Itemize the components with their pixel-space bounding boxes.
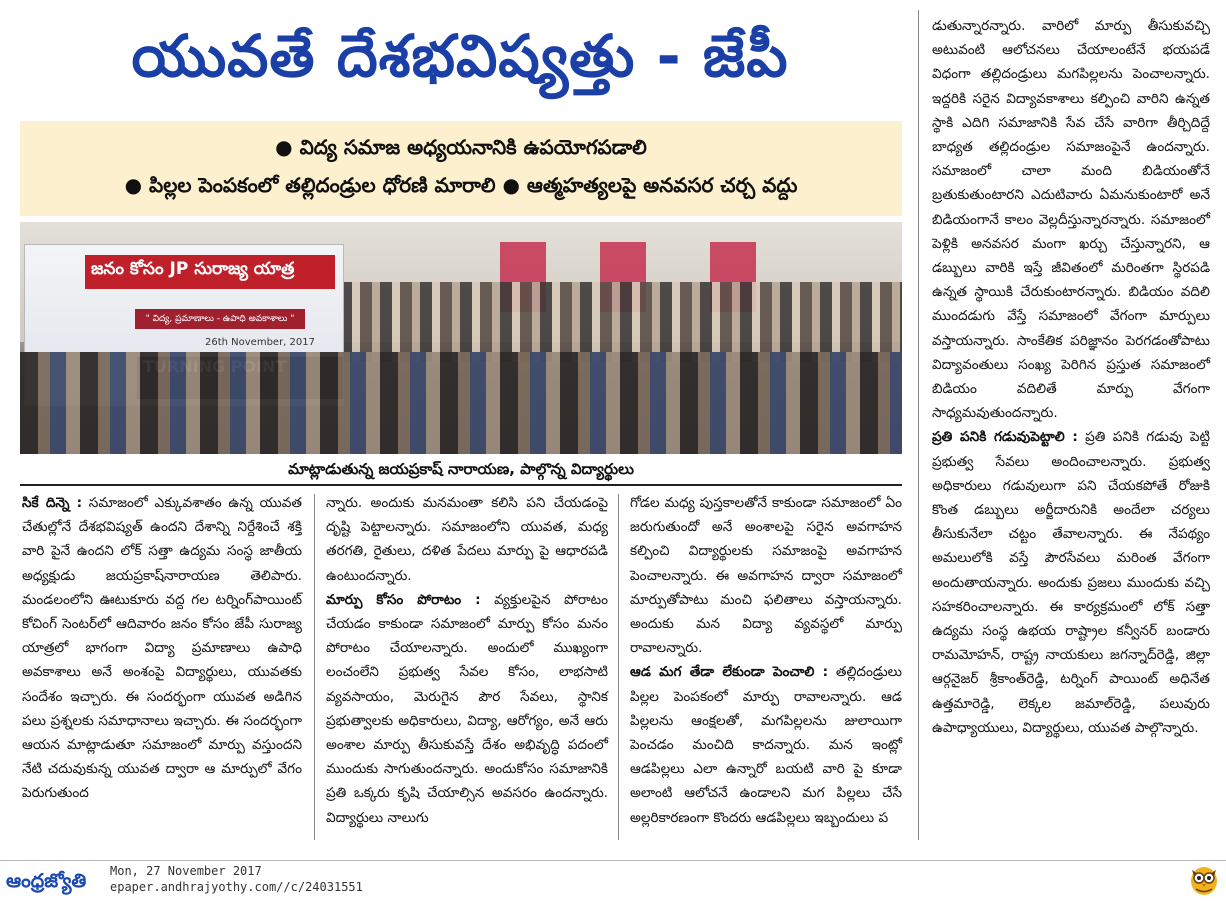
subheadline-box (20, 121, 902, 216)
subheading-ada-maga-teda: ఆడ మగ తేడా లేకుండా పెంచాలి : (630, 664, 829, 681)
caption-divider (20, 484, 902, 486)
subheading-prati-paniki-gaduvu: ప్రతి పనికి గడువుపెట్టాలి : (932, 429, 1078, 446)
column-3-text-a: గోడల మధ్య పుస్తకాలతోనే కాకుండా సమాజంలో ఏం జరుగుతుందో అనే అంశాలపై సరైన అవగాహన కల్పించి విద్యార్థులకు సమాజంపై అవగాహన పెంచాలన్నారు. ఈ అవగాహన ద్వారా సమాజంలో మార్పుతోపాటు మంచి ఫలితాలు వస్తాయన్నారు. అందుకు మన విద్యా వ్యవస్థలో మార్పు రావాలన్నారు. (630, 495, 902, 657)
headline: యువతే దేశభవిష్యత్తు - జేపీ (131, 21, 789, 90)
banner-subtitle: " విద్య, ప్రమాణాలు - ఉపాధి అవకాశాలు " (135, 309, 305, 329)
column-4 (932, 14, 1210, 740)
owl-icon (1188, 862, 1220, 896)
column-3-text-b: తల్లిదండ్రులు పిల్లల పెంపకంలో మార్పు రావాలన్నారు. ఆడ పిల్లలను ఆంక్షలతో, మగపిల్లలను జులాయిగా పెంచడం మంచిది కాదన్నారు. మన ఇంట్లో ఆడపిల్లలు ఎలా ఉన్నారో బయటి వారి పై కూడా అలాంటి ఆలోచనే ఉండాలని మగ పిల్లలు చేసే అల్లరికారణంగా కొందరు ఆడపిల్లలు ఇబ్బందులు ప (630, 664, 902, 826)
photo-caption: మాట్లాడుతున్న జయప్రకాష్ నారాయణ, పాల్గొన్న విద్యార్థులు (288, 460, 634, 478)
column-4-text-a: డుతున్నారన్నారు. వారిలో మార్పు తీసుకువచ్చి అటువంటి ఆలోచనలు చేయాలంటేనే భయపడే విధంగా తల్లిదండ్రులు మగపిల్లలను పెంచాలన్నారు. ఇద్దరికి సరైన విద్యావకాశాలు కల్పించి వారిని ఉన్నత స్థాకి ఎదిగి సమాజానికి సేవ చేసే వారిగా తీర్చిదిద్దే బాధ్యత తల్లిదండ్రుల సమాజంపైనే ఉందన్నారు. సమాజంలో చాలా మంది బిడియంతోనే బ్రతుకుతుంటారని ఎదుటివారు ఏమనుకుంటారో అనే బిడియంగానే కాలం వెల్లదీస్తున్నారన్నారు. సమాజంలో పెళ్లికి అనవసర మంగా ఖర్చు చేస్తున్నారని, ఆ డబ్బులు వారికి ఇస్తే జీవితంలో మరింతగా స్థిరపడి ఉన్నత స్థాయికి చేరుకుంటారన్నారు. బిడియం వదిలి ముందడుగు వేస్తే సమాజంలో వేగంగా మార్పులు వస్తాయన్నారు. సాంకేతిక పరిజ్ఞానం పెరగడంతోపాటు విద్యావంతులు సంఖ్య పెరిగిన ప్రస్తుత సమాజంలో బిడియం వదిలితే మార్పు వేగంగా సాధ్యమవుతుందన్నారు. (932, 18, 1210, 422)
column-divider (618, 494, 619, 840)
column-divider (918, 10, 919, 840)
subheadline-1: ● విద్య సమాజ అధ్యయనానికి ఉపయోగపడాలి (275, 135, 647, 159)
column-4-text-b: ప్రతి పనికి గడువు పెట్టి ప్రభుత్వ సేవలు అందించాలన్నారు. ప్రభుత్వ అధికారులు గడువులుగా పని చేయకపోతే రోజుకి కొంత డబ్బులు అర్జీదారునికి అందేలా చర్యలు తీసుకునేలా చట్టం తేవాలన్నారు. ఈ నేపథ్యం అమలులోకి వస్తే పౌరసేవలు మరింత వేగంగా అందుతాయన్నారు. అందుకు ప్రజలు ముందుకు వచ్చి సహకరించాలన్నారు. ఈ కార్యక్రమంలో లోక్ సత్తా ఉద్యమ సంస్థ ఉభయ రాష్ట్రాల కన్వీనర్ బండారు రామమోహన్, రాష్ట్ర నాయకులు జగన్నాద్‌రెడ్డి, జిల్లా ఆర్గనైజర్ శ్రీకాంత్‌రెడ్డి, టర్నింగ్ పాయింట్ అధినేత ఉత్తమారెడ్డి, లెక్కల జమాల్‌రెడ్డి, పలువురు ఉపాధ్యాయులు, విద్యార్థులు, యువత పాల్గొన్నారు. (932, 429, 1210, 736)
column-2-text-b: వ్యక్తులపైన పోరాటం చేయడం కాకుండా సమాజంలో మార్పు కోసం మనం పోరాటం చేయాలన్నారు. అందులో ముఖ్యంగా లంచంలేని ప్రభుత్వ సేవల కోసం, లాభసాటి వ్యవసాయం, మెరుగైన పౌర సేవలు, స్థానిక ప్రభుత్వాలకు అధికారులు, విద్యా, ఆరోగ్యం, అనే ఆరు అంశాల మార్పు తీసుకువస్తే దేశం అభివృద్ధి పదంలో ముందుకు సాగుతుందన్నారు. అందుకోసం సమాజానికి ప్రతి ఒక్కరు కృషి చేయాల్సిన అవసరం ఉందన్నారు. విద్యార్థులు నాలుగు (326, 591, 608, 826)
column-2 (326, 491, 608, 830)
footer-divider (0, 860, 1226, 861)
column-3 (630, 491, 902, 830)
event-photo (20, 222, 902, 454)
footer-url[interactable]: epaper.andhrajyothy.com//c/24031551 (110, 880, 363, 894)
footer-date: Mon, 27 November 2017 (110, 864, 262, 878)
andhrajyothy-logo: ఆంధ్రజ్యోతి (6, 870, 87, 892)
column-1 (22, 491, 302, 806)
photo-audience-front (20, 352, 902, 454)
banner-title: జనం కోసం JP సురాజ్య యాత్ర (91, 259, 295, 279)
column-1-text: సమాజంలో ఎక్కువశాతం ఉన్న యువత చేతుల్లోనే దేశభవిష్యత్ ఉందని దేశాన్ని నిర్దేశించే శక్తి వారి పైనే ఉందని లోక్ సత్తా ఉద్యమ సంస్థ జాతీయ అధ్యక్షుడు జయప్రకాష్‌నారాయణ తెలిపారు. మండలంలోని ఊటుకూరు వద్ద గల టర్నింగ్‌పాయింట్ కోచింగ్ సెంటర్‌లో ఆదివారం జనం కోసం జేపీ సురాజ్య యాత్రలో భాగంగా విద్యా ప్రమాణాలు ఉపాధి అవకాశాలు అనే అంశంపై విద్యార్థులు, యువతకు సందేశం ఇచ్చారు. ఈ సందర్భంగా యువత అడిగిన పలు ప్రశ్నలకు సమాధానాలు ఇచ్చారు. ఈ సందర్భంగా ఆయన మాట్లాడుతూ సమాజంలో మార్పు వస్తుందని నేటి చదువుకున్న యువత ద్వారా ఆ మార్పులో వేగం పెరుగుతుంద (22, 495, 302, 802)
photo-audience-back (320, 282, 902, 362)
column-2-text-a: న్నారు. అందుకు మనమంతా కలిసి పని చేయడంపై దృష్టి పెట్టాలన్నారు. సమాజంలోని యువత, మధ్య తరగతి, రైతులు, దళిత పేదలు మార్పు పై ఆధారపడి ఉంటుందన్నారు. (326, 495, 608, 584)
subheading-marpu-kosam-poratam: మార్పు కోసం పోరాటం : (326, 591, 481, 608)
dateline: సికే దిన్నె : (22, 495, 83, 511)
banner-date: 26th November, 2017 (205, 337, 315, 348)
subheadline-2: ● పిల్లల పెంపకంలో తల్లిదండ్రుల ధోరణి మారాలి ● ఆత్మహత్యలపై అనవసర చర్చ వద్దు (124, 173, 798, 197)
column-divider (314, 494, 315, 840)
